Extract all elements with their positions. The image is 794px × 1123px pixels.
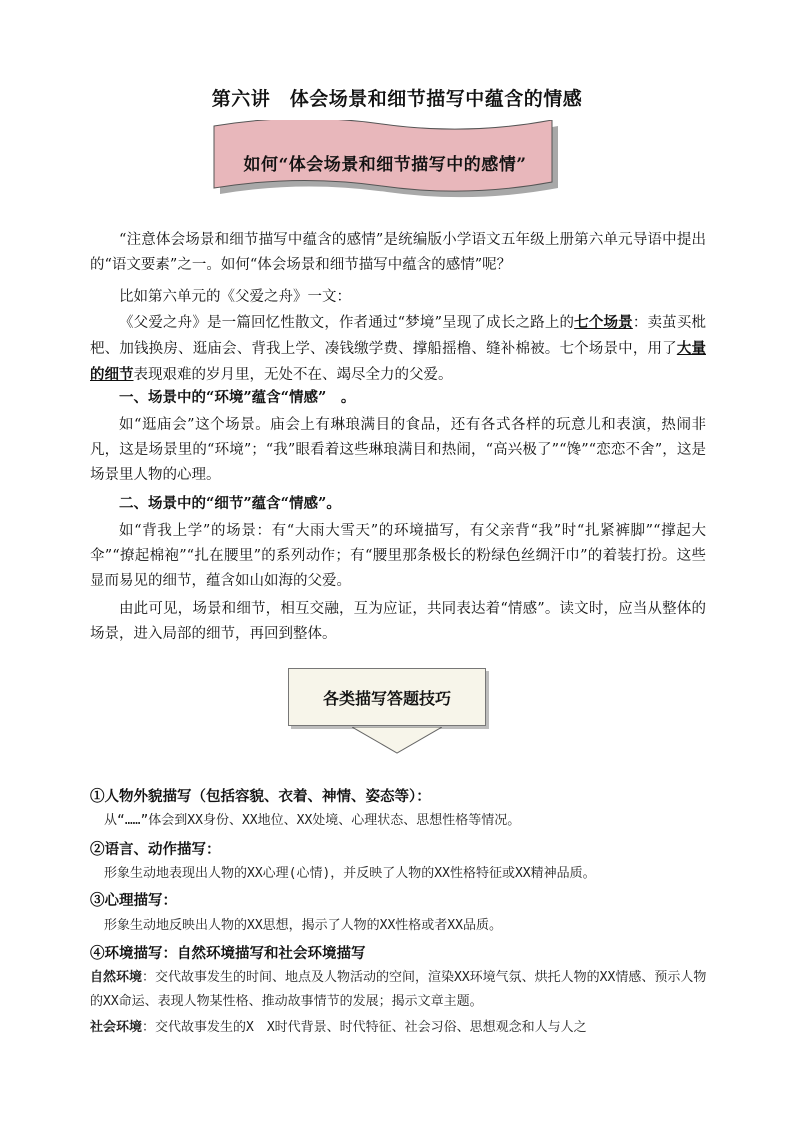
example-paragraph-2: 如“背我上学”的场景：有“大雨大雪天”的环境描写，有父亲背“我”时“扎紧裤脚”“撑起大伞”“撩起棉袍”“扎在腰里”的系列动作；有“腰里那条极长的粉绿色丝绸汗巾”的着装打扮。这些显而易见的细节，蕴含如山如海的父爱。	[90, 523, 706, 589]
intro-paragraph-3	[90, 310, 706, 388]
tip-body-speech-action: 形象生动地表现出人物的XX心理(心情)，并反映了人物的XX性格特征或XX精神品质。	[104, 866, 596, 881]
text-span: ：交代故事发生的时间、地点及人物活动的空间，渲染XX环境气氛、烘托人物的XX情感、预示人物的XX命运、表现人物某性格、推动故事情节的发展；揭示文章主题。	[90, 970, 707, 1009]
tip-body-natural-environment	[90, 966, 712, 1014]
tip-heading-psychology: ③心理描写：	[90, 892, 177, 909]
intro-paragraph-1: “注意体会场景和细节描写中蕴含的感情”是统编版小学语文五年级上册第六单元导语中提出的“语文要素”之一。如何“体会场景和细节描写中蕴含的感情”呢？	[90, 232, 706, 273]
tips-title: 各类描写答题技巧	[322, 689, 451, 708]
tip-heading-environment: ④环境描写：自然环境描写和社会环境描写	[90, 945, 366, 962]
tip-heading-speech-action: ②语言、动作描写：	[90, 841, 221, 858]
tip-body-appearance: 从“……”体会到XX身份、XX地位、XX处境、心理状态、思想性格等情况。	[104, 813, 521, 828]
text-span: ：卖茧买枇杷、加钱换房、逛庙会、背我上学、凑钱缴学费、撑船摇橹、缝补棉被。七个场景中，用了	[90, 315, 707, 357]
tip-body-psychology: 形象生动地反映出人物的XX思想，揭示了人物的XX性格或者XX品质。	[104, 918, 502, 933]
underlined-term-details: 大量的细节	[90, 340, 706, 383]
tips-title-box	[288, 668, 486, 726]
section-heading-1: 一、场景中的“环境”蕴含“情感” 。	[119, 389, 356, 406]
tip-body-social-environment	[90, 1016, 712, 1040]
text-span: 表现艰难的岁月里，无处不在、竭尽全力的父爱。	[133, 367, 453, 383]
natural-environment-label: 自然环境	[90, 970, 143, 985]
intro-paragraph-2: 比如第六单元的《父爱之舟》一文：	[119, 289, 351, 305]
subtitle-banner	[212, 120, 558, 200]
page-title: 第六讲 体会场景和细节描写中蕴含的情感	[211, 88, 583, 110]
underlined-term-seven-scenes: 七个场景	[574, 314, 633, 331]
conclusion-paragraph: 由此可见，场景和细节，相互交融，互为应证，共同表达着“情感”。读文时，应当从整体的场景，进入局部的细节，再回到整体。	[90, 601, 706, 642]
section-heading-2: 二、场景中的“细节”蕴含“情感”。	[119, 495, 341, 512]
tip-heading-appearance: ①人物外貌描写（包括容貌、衣着、神情、姿态等）：	[90, 788, 431, 805]
text-span: ：交代故事发生的X X时代背景、时代特征、社会习俗、思想观念和人与人之	[142, 1020, 587, 1035]
down-arrow-icon	[352, 727, 442, 755]
banner-title: 如何“体会场景和细节描写中的感情”	[243, 155, 527, 175]
example-paragraph-1: 如“逛庙会”这个场景。庙会上有琳琅满目的食品，还有各式各样的玩意儿和表演，热闹非凡，这是场景里的“环境”；“我”眼看着这些琳琅满目和热闹，“高兴极了”“馋”“恋恋不舍”，这是场景里人物的心理。	[90, 417, 707, 483]
text-span: 《父爱之舟》是一篇回忆性散文，作者通过“梦境”呈现了成长之路上的	[119, 315, 575, 331]
social-environment-label: 社会环境	[90, 1020, 143, 1035]
